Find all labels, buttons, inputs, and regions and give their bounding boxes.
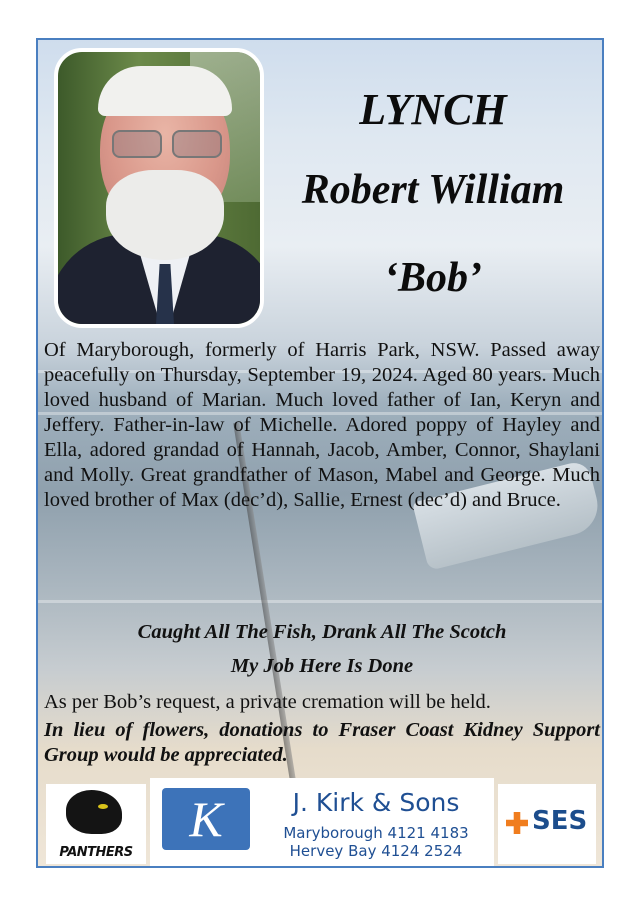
logo-strip	[38, 778, 602, 868]
funeral-director-logo	[150, 778, 494, 868]
donation-note: In lieu of flowers, donations to Fraser Coast Kidney Support Group would be appreciated.	[44, 719, 600, 766]
ses-cross-icon	[506, 812, 528, 834]
kirk-monogram-icon: K	[162, 788, 250, 850]
motto-line-2: My Job Here Is Done	[230, 655, 414, 677]
panthers-wordmark: PANTHERS	[59, 845, 133, 860]
hervey-bay-phone: Hervey Bay 4124 2524	[289, 842, 463, 860]
panther-icon	[66, 790, 122, 834]
nickname-heading: ‘Bob’	[384, 255, 482, 301]
maryborough-phone: Maryborough 4121 4183	[283, 824, 469, 842]
panthers-logo	[46, 784, 146, 864]
water-highlight	[38, 600, 602, 603]
ses-logo	[498, 784, 596, 864]
surname-heading: LYNCH	[359, 85, 507, 134]
portrait-photo	[54, 48, 264, 328]
cremation-note: As per Bob’s request, a private cremation will be held.	[44, 691, 491, 713]
ses-wordmark: SES	[532, 806, 588, 836]
obituary-body: Of Maryborough, formerly of Harris Park, NSW. Passed away peacefully on Thursday, September 19, 2024. Aged 80 years. Much loved husband of Marian. Much loved father of Ian, Keryn and Jeffery. Father-in-law of Michelle. Adored poppy of Hayley and Ella, adored grandad of Hannah, Jacob, Amber, Connor, Shaylani and Molly. Great grandfather of Mason, Mabel and George. Much loved brother of Max (dec’d), Sallie, Ernest (dec’d) and Bruce.	[44, 339, 600, 511]
motto-line-1: Caught All The Fish, Drank All The Scotch	[137, 621, 507, 643]
full-name-heading: Robert William	[301, 167, 565, 213]
funeral-director-name: J. Kirk & Sons	[292, 788, 460, 817]
notice-frame	[36, 38, 604, 868]
